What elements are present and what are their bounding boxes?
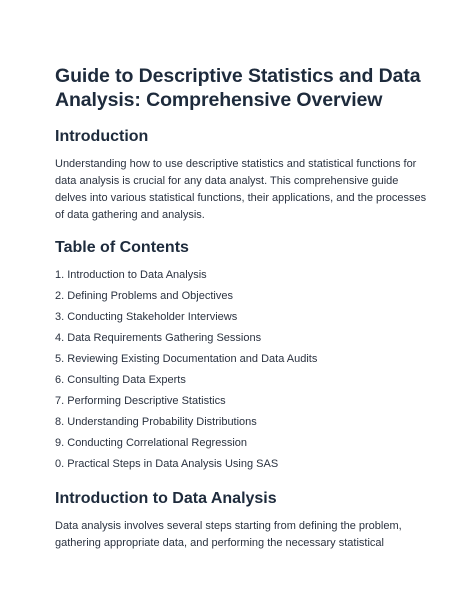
toc-item — [55, 349, 427, 370]
toc-item — [55, 328, 427, 349]
toc-item-number: 0. — [55, 458, 65, 470]
toc-item — [55, 391, 427, 412]
toc-heading: Table of Contents — [55, 239, 189, 256]
toc-item-number: 2. — [55, 290, 65, 302]
toc-item-label: Introduction to Data Analysis — [67, 269, 207, 281]
toc-item-label: Conducting Stakeholder Interviews — [67, 311, 238, 323]
section-heading-introduction-to-data-analysis: Introduction to Data Analysis — [55, 490, 277, 507]
toc-item-label: Conducting Correlational Regression — [67, 437, 248, 449]
toc-item-number: 1. — [55, 269, 65, 281]
introduction-heading: Introduction — [55, 128, 149, 145]
toc-item-label: Data Requirements Gathering Sessions — [67, 332, 262, 344]
toc-item-label: Consulting Data Experts — [67, 374, 186, 386]
toc-item — [55, 307, 427, 328]
toc-item — [55, 433, 427, 454]
toc-item — [55, 454, 427, 475]
toc-item-label: Reviewing Existing Documentation and Data Audits — [67, 353, 318, 365]
section-paragraph: Data analysis involves several steps starting from defining the problem, gathering appropriate data, and performing the necessary statistical — [55, 520, 402, 549]
toc-item-number: 5. — [55, 353, 65, 365]
toc-item-label: Practical Steps in Data Analysis Using SAS — [67, 458, 279, 470]
toc-item-label: Performing Descriptive Statistics — [67, 395, 226, 407]
toc-item-label: Understanding Probability Distributions — [67, 416, 257, 428]
toc-item-number: 6. — [55, 374, 65, 386]
introduction-paragraph: Understanding how to use descriptive statistics and statistical functions for data analysis is crucial for any data analyst. This comprehensive guide delves into various statistical functions, their applications, and the processes of data gathering and analysis. — [55, 158, 427, 221]
toc-item-number: 4. — [55, 332, 65, 344]
toc-item — [55, 265, 427, 286]
toc-item — [55, 286, 427, 307]
toc-item-number: 9. — [55, 437, 65, 449]
toc-item — [55, 370, 427, 391]
toc-item-number: 8. — [55, 416, 65, 428]
toc-item-label: Defining Problems and Objectives — [67, 290, 233, 302]
toc-list — [55, 265, 427, 475]
document-title: Guide to Descriptive Statistics and Data Analysis: Comprehensive Overview — [55, 65, 421, 111]
toc-item — [55, 412, 427, 433]
toc-item-number: 3. — [55, 311, 65, 323]
document-content — [55, 64, 427, 552]
toc-item-number: 7. — [55, 395, 65, 407]
